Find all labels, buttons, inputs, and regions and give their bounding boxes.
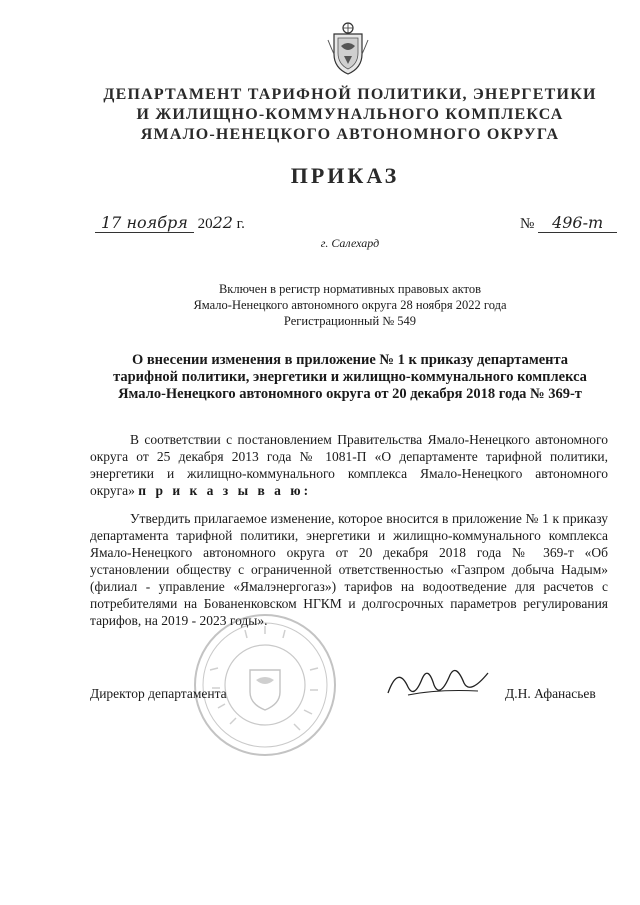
department-name-line-3: ЯМАЛО-НЕНЕЦКОГО АВТОНОМНОГО ОКРУГА	[140, 126, 560, 143]
document-type-title: ПРИКАЗ	[290, 163, 400, 188]
signatory-name: Д.Н. Афанасьев	[505, 686, 596, 701]
subject-line-3: Ямало-Ненецкого автономного округа от 20 декабря 2018 года № 369-т	[118, 386, 582, 402]
registration-line-1: Включен в регистр нормативных правовых актов	[218, 282, 482, 296]
paragraph-2-text: Утвердить прилагаемое изменение, которое вносится в приложение № 1 к приказу департамента тарифной политики, энергетики и жилищно-коммунального комплекса Ямало-Ненецкого автономного округа от 20 декабря 2018 года № 369-т «Об установлении обществу с ограниченной ответственностью «Газпром добыча Надым» (филиал - управление «Ямалэнергогаз») тарифов на водоотведение для расчетов с потребителями на Бованенковском НГКМ и долгосрочных параметров регулирования тарифов, на 2019 - 2023 годы».	[90, 511, 608, 628]
subject-line-2: тарифной политики, энергетики и жилищно-коммунального комплекса	[113, 369, 587, 385]
order-date	[95, 213, 245, 233]
number-handwritten: 496-т	[538, 213, 617, 233]
registration-line-2: Ямало-Ненецкого автономного округа 28 ноября 2022 года	[193, 298, 507, 312]
number-label: №	[520, 216, 535, 232]
order-word: п р и к а з ы в а ю:	[138, 483, 312, 498]
city: г. Салехард	[320, 236, 380, 250]
date-year-handwritten: 22	[212, 213, 233, 232]
body-paragraph-2	[90, 510, 608, 629]
handwritten-signature	[378, 655, 498, 705]
registration-line-3: Регистрационный № 549	[283, 314, 417, 328]
subject-line-1: О внесении изменения в приложение № 1 к приказу департамента	[131, 352, 569, 368]
official-seal-stamp	[190, 610, 340, 760]
signatory-position: Директор департамента	[90, 686, 227, 701]
body-paragraph-1	[90, 431, 608, 499]
department-name-line-1: ДЕПАРТАМЕНТ ТАРИФНОЙ ПОЛИТИКИ, ЭНЕРГЕТИКИ	[103, 86, 597, 103]
order-number	[520, 213, 617, 233]
department-name-line-2: И ЖИЛИЩНО-КОММУНАЛЬНОГО КОМПЛЕКСА	[136, 106, 564, 123]
date-year-prefix: 20	[197, 216, 213, 232]
coat-of-arms-icon	[326, 20, 370, 76]
date-suffix: г.	[232, 216, 245, 232]
date-handwritten: 17 ноября	[95, 213, 194, 233]
paragraph-1-text: В соответствии с постановлением Правительства Ямало-Ненецкого автономного округа от 25 декабря 2013 года № 1081-П «О департаменте тарифной политики, энергетики и жилищно-коммунального комплекса Ямало-Ненецкого автономного округа»	[90, 432, 608, 498]
